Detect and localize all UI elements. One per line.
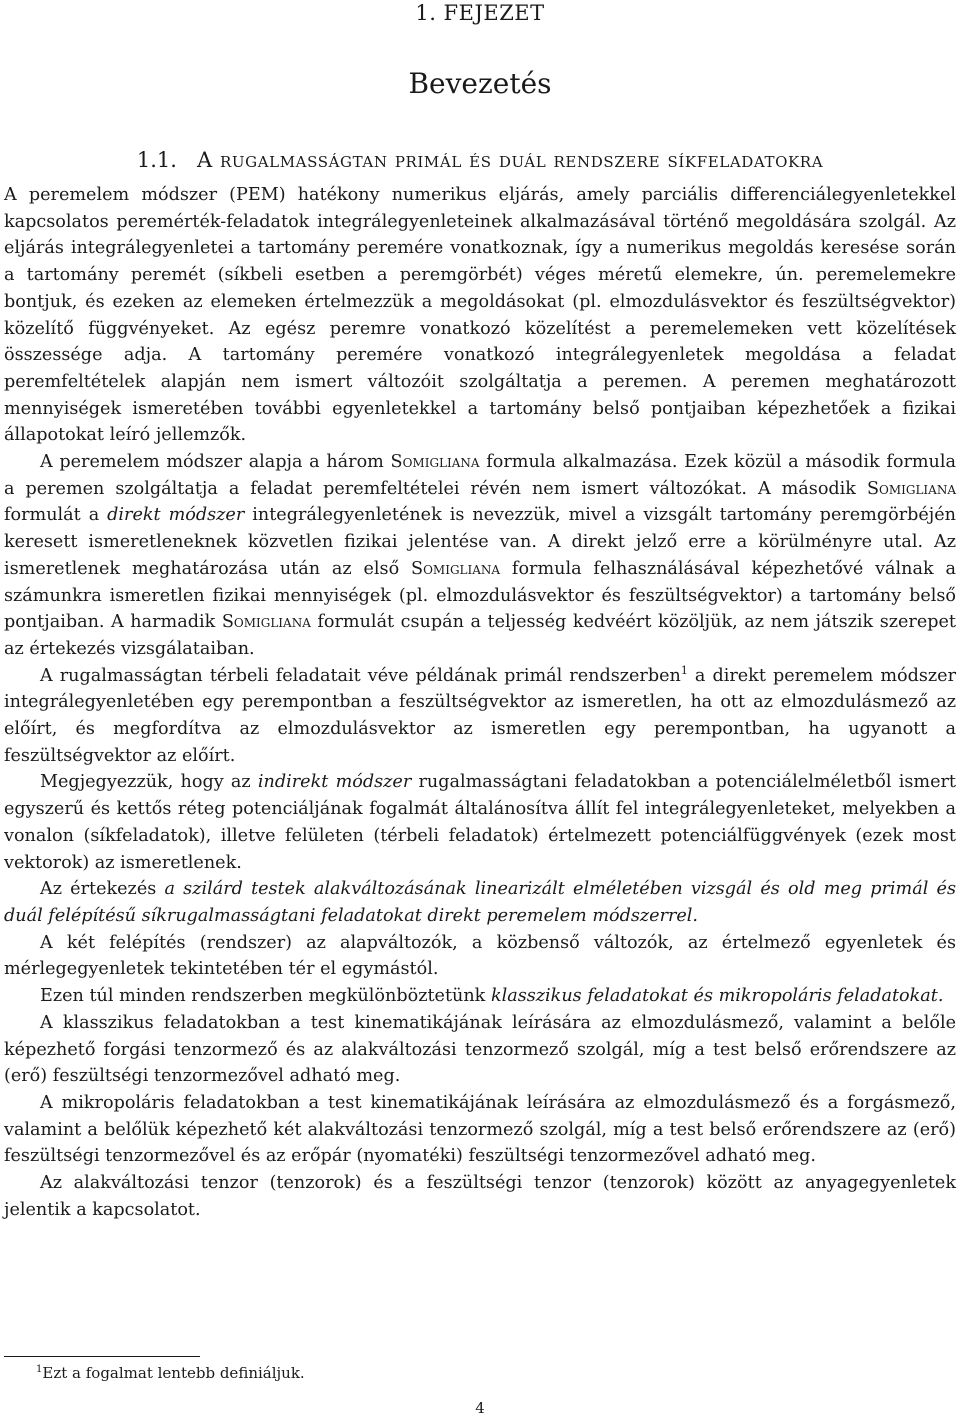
body-text <box>4 182 956 1223</box>
chapter-title: Bevezetés <box>408 67 552 100</box>
paragraph-7: Ezen túl minden rendszerben megkülönböztetünk klasszikus feladatokat és mikropoláris feladatokat. <box>40 986 944 1007</box>
paragraph-1: A peremelem módszer (PEM) hatékony numerikus eljárás, amely parciális differenciálegyenletekkel kapcsolatos peremérték-feladatok integrálegyenleteinek alkalmazásával történő megoldására szolgál. Az eljárás integrálegyenletei a tartomány peremére vonatkoznak, így a numerikus megoldás keresése során a tartomány peremét (síkbeli esetben a peremgörbét) véges méretű elemekre, ún. peremelemekre bontjuk, és ezeken az elemeken értelmezzük a megoldásokat (pl. elmozdulásvektor és feszültségvektor) közelítő függvényeket. Az egész peremre vonatkozó közelítést a peremelemeken vett közelítések összessége adja. A tartomány peremére vonatkozó integrálegyenletek megoldása a feladat peremfeltételek alapján nem ismert változóit szolgáltatja a peremen. A peremen meghatározott mennyiségek ismeretében további egyenletekkel a tartomány belső pontjaiban képezhetőek a fizikai állapotokat leíró jellemzők. <box>4 185 956 446</box>
paragraph-4: Megjegyezzük, hogy az indirekt módszer rugalmasságtani feladatokban a potenciálelméletből ismert egyszerű és kettős réteg potenciáljának fogalmát általánosítva állít fel integrálegyenleteket, melyekben a vonalon (síkfeladatok), illetve felületen (térbeli feladatok) értelmezett potenciálfüggvények (ezek most vektorok) az ismeretlenek. <box>4 772 956 873</box>
footnote <box>36 1363 936 1383</box>
name-somigliana: Somigliana <box>866 478 956 499</box>
paragraph-6: A két felépítés (rendszer) az alapváltozók, a közbenső változók, az értelmező egyenletek és mérlegegyenletek tekintetében tér el egymástól. <box>4 932 956 980</box>
footnote-text: Ezt a fogalmat lentebb definiáljuk. <box>42 1364 305 1382</box>
name-somigliana: Somigliana <box>411 558 501 579</box>
name-somigliana: Somigliana <box>390 452 480 473</box>
emphasis: klasszikus feladatokat és mikropoláris feladatokat. <box>490 986 944 1007</box>
footnote-ref[interactable]: 1 <box>680 663 688 677</box>
paragraph-5: Az értekezés a szilárd testek alakváltozásának linearizált elméletében vizsgál és old meg primál és duál felépítésű síkrugalmasságtani feladatokat direkt peremelem módszerrel. <box>4 879 956 926</box>
paragraph-8: A klasszikus feladatokban a test kinematikájának leírására az elmozdulásmező, valamint a belőle képezhető forgási tenzormező és az alakváltozási tenzormező szolgál, míg a test belső erőrendszere az (erő) feszültségi tenzormezővel adható meg. <box>4 1012 956 1087</box>
section-heading <box>0 146 960 174</box>
name-somigliana: Somigliana <box>221 612 311 633</box>
paragraph-9: A mikropoláris feladatokban a test kinematikájának leírására az elmozdulásmező és a forgásmező, valamint a belőlük képezhető két alakváltozási tenzormező szolgál, míg a test belső erőrendszere az (erő) feszültségi tenzormezővel és az erőpár (nyomatéki) feszültségi tenzormezővel adható meg. <box>4 1092 956 1167</box>
paragraph-10: Az alakváltozási tenzor (tenzorok) és a feszültségi tenzor (tenzorok) között az anyagegyenletek jelentik a kapcsolatot. <box>4 1173 956 1220</box>
chapter-label: 1. FEJEZET <box>415 1 545 25</box>
footnote-mark: 1 <box>36 1364 43 1375</box>
emphasis: direkt módszer <box>107 505 245 526</box>
emphasis: indirekt módszer <box>257 772 412 793</box>
page-number: 4 <box>475 1399 485 1417</box>
emphasis: a szilárd testek alakváltozásának linearizált elméletében vizsgál és old meg primál és duál felépítésű síkrugalmasságtani feladatokat direkt peremelem módszerrel. <box>4 879 956 926</box>
section-title: A rugalmasságtan primál és duál rendszere síkfeladatokra <box>196 148 824 172</box>
paragraph-2: A peremelem módszer alapja a három Somigliana formula alkalmazása. Ezek közül a második formula a peremen szolgáltatja a feladat peremfeltételei révén nem ismert változókat. A második Somigliana formulát a direkt módszer integrálegyenletének is nevezzük, mivel a vizsgált tartomány peremgörbéjén keresett ismeretleneknek közvetlen fizikai jelentése van. A direkt jelző erre a körülményre utal. Az ismeretlenek meghatározása után az első Somigliana formula felhasználásával képezhetővé válnak a számunkra ismeretlen fizikai mennyiségek (pl. elmozdulásvektor és feszültségvektor) a tartomány belső pontjaiban. A harmadik Somigliana formulát csupán a teljesség kedvéért közöljük, az nem játszik szerepet az értekezés vizsgálataiban. <box>4 452 957 659</box>
paragraph-3: A rugalmasságtan térbeli feladatait véve példának primál rendszerben$^1$ a direkt peremelem módszer integrálegyenletében egy perempontban a feszültségvektor az ismeretlen, ha ott az elmozdulásmező az előírt, és megfordítva az elmozdulásvektor az ismeretlen egy perempontban, ha ugyanott a feszültségvektor az előírt. <box>4 663 956 766</box>
section-number: 1.1. <box>136 148 177 172</box>
footnote-divider <box>4 1356 200 1357</box>
